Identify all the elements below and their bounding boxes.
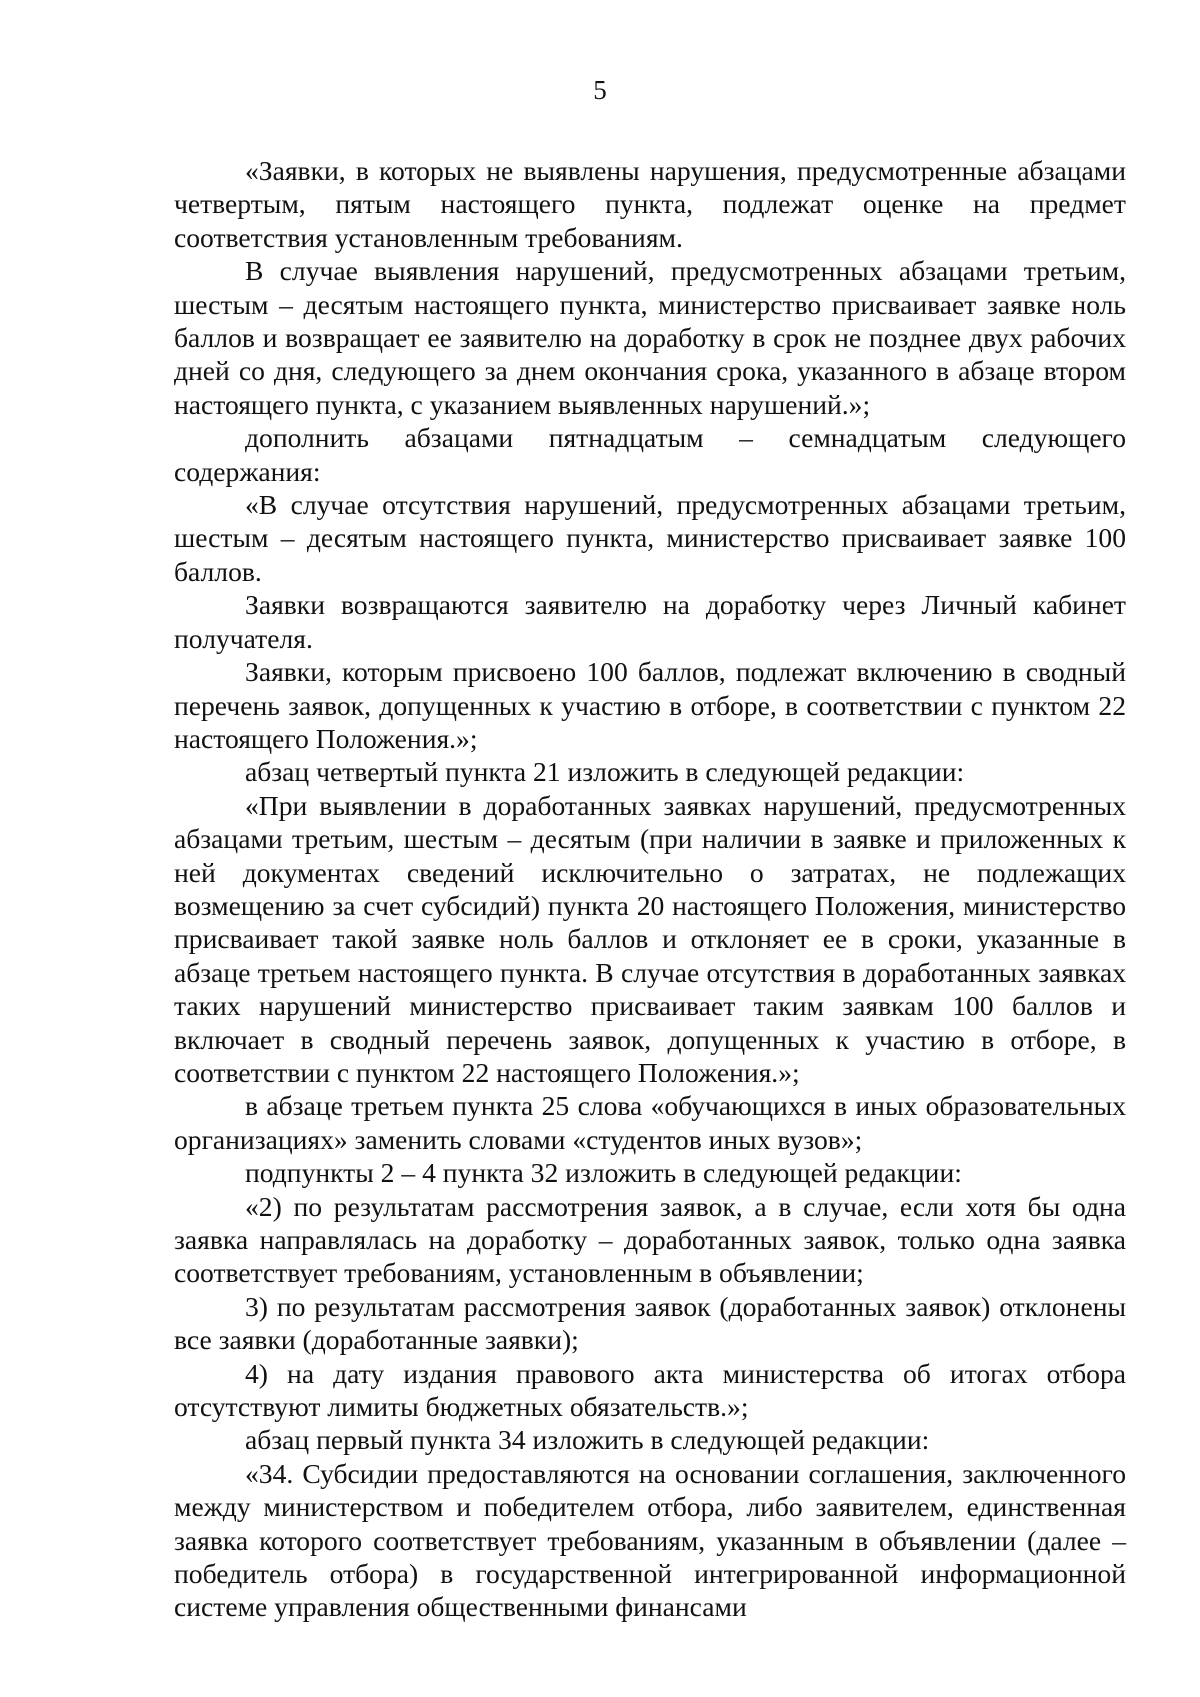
document-body [174,154,1126,1624]
paragraph: подпункты 2 – 4 пункта 32 изложить в следующей редакции: [245,1157,962,1189]
paragraph: абзац четвертый пункта 21 изложить в следующей редакции: [245,756,965,788]
paragraph: дополнить абзацами пятнадцатым – семнадцатым следующего содержания: [174,422,1126,487]
paragraph: Заявки возвращаются заявителю на доработку через Личный кабинет получателя. [174,589,1126,654]
paragraph: 4) на дату издания правового акта министерства об итогах отбора отсутствуют лимиты бюджетных обязательств.»; [174,1357,1126,1423]
paragraph: «В случае отсутствия нарушений, предусмотренных абзацами третьим, шестым – десятым настоящего пункта, министерство присваивает заявке 100 баллов. [174,489,1126,587]
paragraph: «2) по результатам рассмотрения заявок, а в случае, если хотя бы одна заявка направлялась на доработку – доработанных заявок, только одна заявка соответствует требованиям, установленным в объявлении; [174,1190,1126,1289]
paragraph: «Заявки, в которых не выявлены нарушения, предусмотренные абзацами четвертым, пятым настоящего пункта, подлежат оценке на предмет соответствия установленным требованиям. [174,155,1126,253]
page-number: 5 [593,75,607,105]
paragraph: В случае выявления нарушений, предусмотренных абзацами третьим, шестым – десятым настоящего пункта, министерство присваивает заявке ноль баллов и возвращает ее заявителю на доработку в срок не позднее двух рабочих дней со дня, следующего за днем окончания срока, указанного в абзаце втором настоящего пункта, с указанием выявленных нарушений.»; [174,255,1126,420]
paragraph: в абзаце третьем пункта 25 слова «обучающихся в иных образовательных организациях» заменить словами «студентов иных вузов»; [174,1090,1126,1155]
paragraph: абзац первый пункта 34 изложить в следующей редакции: [245,1424,930,1456]
paragraph: «При выявлении в доработанных заявках нарушений, предусмотренных абзацами третьим, шестым – десятым (при наличии в заявке и приложенных к ней документах сведений исключительно о затратах, не подлежащих возмещению за счет субсидий) пункта 20 настоящего Положения, министерство присваивает такой заявке ноль баллов и отклоняет ее в сроки, указанные в абзаце третьем настоящего пункта. В случае отсутствия в доработанных заявках таких нарушений министерство присваивает таким заявкам 100 баллов и включает в сводный перечень заявок, допущенных к участию в отборе, в соответствии с пунктом 22 настоящего Положения.»; [174,789,1126,1088]
paragraph: «34. Субсидии предоставляются на основании соглашения, заключенного между министерством и победителем отбора, либо заявителем, единственная заявка которого соответствует требованиям, указанным в объявлении (далее – победитель отбора) в государственной интегрированной информационной системе управления общественными финансами [174,1457,1126,1623]
paragraph: 3) по результатам рассмотрения заявок (доработанных заявок) отклонены все заявки (доработанные заявки); [174,1290,1126,1356]
paragraph: Заявки, которым присвоено 100 баллов, подлежат включению в сводный перечень заявок, допущенных к участию в отборе, в соответствии с пунктом 22 настоящего Положения.»; [174,656,1126,754]
